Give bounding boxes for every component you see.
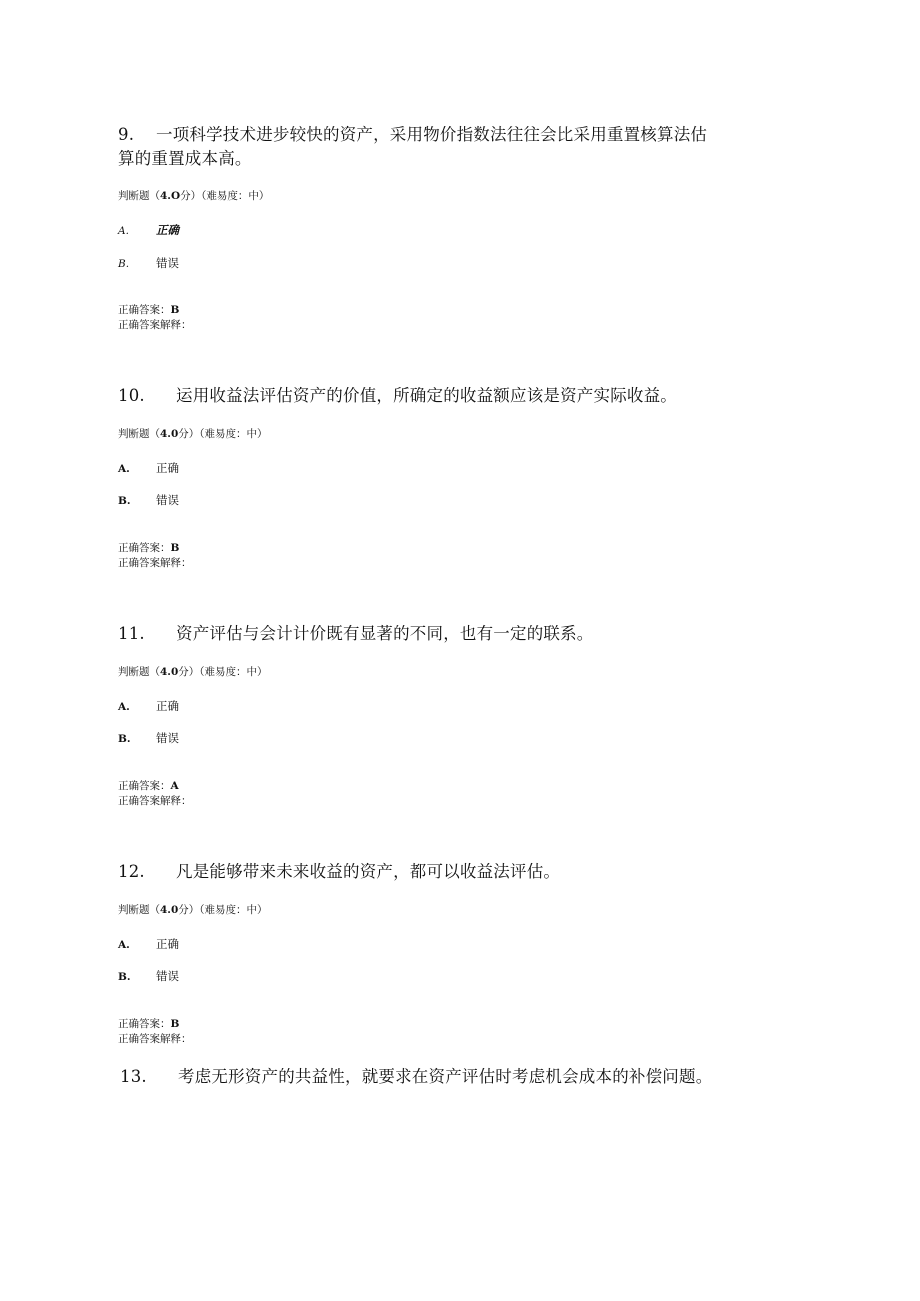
question-number: 10. — [118, 386, 145, 405]
answer-label: 正确答案： — [118, 780, 171, 792]
correct-answer — [118, 779, 179, 793]
explanation-label: 正确答案解释： — [118, 557, 192, 569]
question-type-prefix: 判断题（ — [118, 190, 160, 202]
answer-explanation — [118, 794, 192, 808]
question-9-text — [118, 123, 728, 171]
option-letter: B. — [118, 971, 131, 983]
option-a[interactable] — [118, 223, 179, 238]
option-text: 正确 — [156, 223, 179, 237]
answer-label: 正确答案： — [118, 1018, 171, 1030]
option-text: 正确 — [156, 461, 179, 475]
option-letter: B. — [118, 495, 131, 507]
option-text: 错误 — [156, 256, 179, 270]
option-a[interactable] — [118, 461, 179, 476]
explanation-label: 正确答案解释： — [118, 795, 192, 807]
option-b[interactable] — [118, 969, 179, 984]
question-type-suffix: 分）（难易度：中） — [178, 904, 268, 916]
answer-value: B — [170, 1018, 180, 1030]
question-score: 4.0 — [160, 428, 179, 440]
question-number: 12. — [118, 862, 145, 881]
question-11-text — [118, 622, 728, 646]
option-text: 正确 — [156, 937, 179, 951]
option-a[interactable] — [118, 699, 179, 714]
answer-explanation — [118, 556, 192, 570]
question-11-meta — [118, 665, 268, 679]
option-text: 错误 — [156, 731, 179, 745]
question-type-prefix: 判断题（ — [118, 666, 160, 678]
option-letter: B. — [118, 733, 131, 745]
question-score: 4.0 — [160, 904, 179, 916]
correct-answer — [118, 541, 179, 555]
question-number: 13. — [120, 1067, 147, 1086]
question-score: 4.0 — [160, 666, 179, 678]
question-type-suffix: 分）（难易度：中） — [180, 190, 270, 202]
answer-value: B — [170, 542, 180, 554]
correct-answer — [118, 1017, 179, 1031]
question-type-suffix: 分）（难易度：中） — [178, 666, 268, 678]
option-text: 正确 — [156, 699, 179, 713]
question-text-line1: 凡是能够带来未来收益的资产，都可以收益法评估。 — [176, 862, 561, 881]
option-b[interactable] — [118, 493, 179, 508]
option-letter: B. — [118, 258, 130, 270]
option-text: 错误 — [156, 969, 179, 983]
option-b[interactable] — [118, 731, 179, 746]
question-text-line1: 一项科学技术进步较快的资产，采用物价指数法往往会比采用重置核算法估 — [156, 125, 708, 144]
answer-value: A — [170, 780, 179, 792]
question-10-meta — [118, 427, 268, 441]
question-text-line1: 资产评估与会计计价既有显著的不同，也有一定的联系。 — [176, 624, 594, 643]
option-letter: A. — [118, 225, 129, 237]
question-number: 11. — [118, 624, 145, 643]
option-letter: A. — [118, 463, 130, 475]
answer-explanation — [118, 1032, 192, 1046]
question-number: 9. — [118, 125, 135, 144]
question-9-meta — [118, 189, 269, 203]
question-score: 4.O — [160, 190, 181, 202]
question-type-prefix: 判断题（ — [118, 428, 160, 440]
option-letter: A. — [118, 701, 130, 713]
question-12-text — [118, 860, 728, 884]
question-type-suffix: 分）（难易度：中） — [178, 428, 268, 440]
answer-label: 正确答案： — [118, 542, 171, 554]
question-text-line2: 算的重置成本高。 — [118, 149, 252, 168]
answer-explanation — [118, 318, 192, 332]
question-text-line1: 考虑无形资产的共益性，就要求在资产评估时考虑机会成本的补偿问题。 — [178, 1067, 713, 1086]
question-10-text — [118, 384, 728, 408]
option-b[interactable] — [118, 256, 179, 271]
question-12-meta — [118, 903, 268, 917]
option-a[interactable] — [118, 937, 179, 952]
question-text-line1: 运用收益法评估资产的价值，所确定的收益额应该是资产实际收益。 — [176, 386, 677, 405]
option-letter: A. — [118, 939, 130, 951]
correct-answer — [118, 303, 179, 317]
answer-value: B — [170, 304, 180, 316]
explanation-label: 正确答案解释： — [118, 319, 192, 331]
explanation-label: 正确答案解释： — [118, 1033, 192, 1045]
answer-label: 正确答案： — [118, 304, 171, 316]
question-13-text — [120, 1065, 730, 1089]
question-type-prefix: 判断题（ — [118, 904, 160, 916]
option-text: 错误 — [156, 493, 179, 507]
